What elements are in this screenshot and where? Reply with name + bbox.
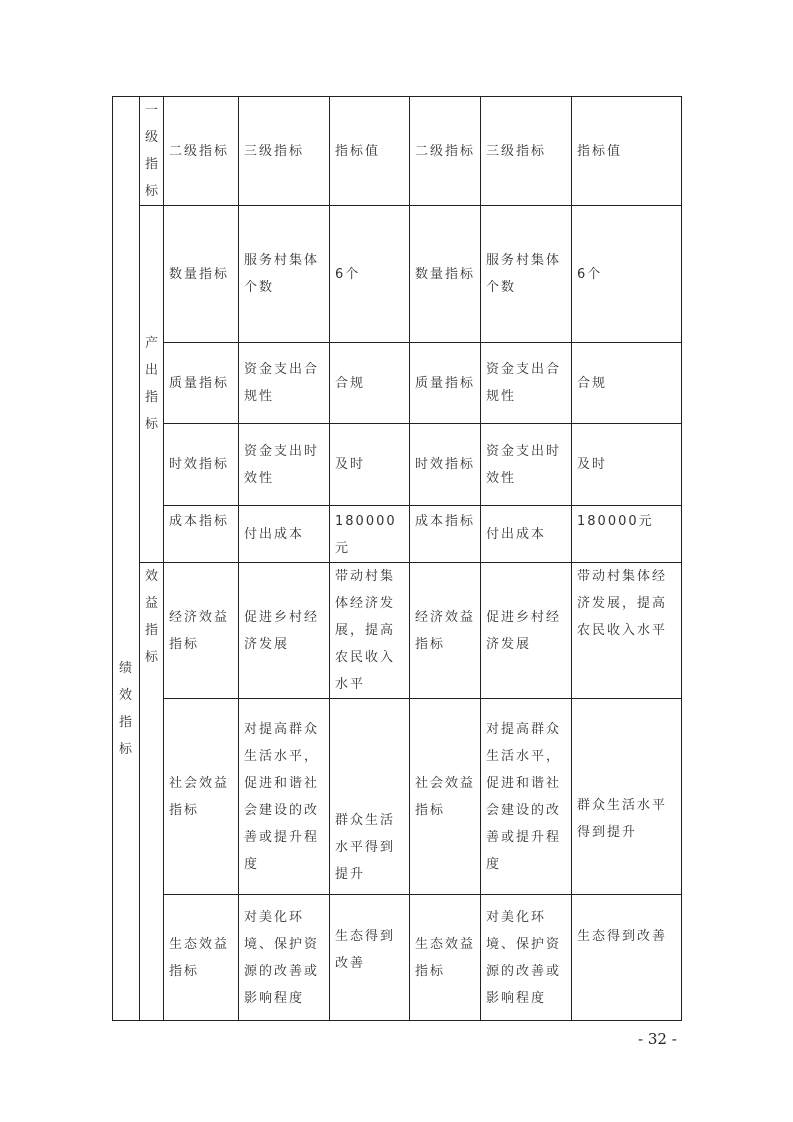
page-number: - 32 - [638, 1030, 677, 1048]
table-cell: 促进乡村经济发展 [481, 563, 572, 699]
table-cell: 生态得到改善 [330, 895, 410, 1021]
group-label-cell [140, 206, 164, 563]
header-level3-left: 三级指标 [239, 97, 330, 206]
table-row [113, 563, 682, 699]
table-cell: 对美化环境、保护资源的改善或影响程度 [239, 895, 330, 1021]
table-cell: 成本指标 [164, 506, 239, 563]
table-cell: 6个 [572, 206, 682, 343]
table-cell: 成本指标 [410, 506, 481, 563]
table-cell: 180000元 [330, 506, 410, 563]
table-row [113, 206, 682, 343]
table-cell: 资金支出合规性 [481, 343, 572, 424]
table-cell: 经济效益指标 [164, 563, 239, 699]
table-cell: 合规 [330, 343, 410, 424]
table-cell: 带动村集体经济发展，提高农民收入水平 [572, 563, 682, 699]
table-cell: 对提高群众生活水平，促进和谐社会建设的改善或提升程度 [481, 699, 572, 895]
group-label-benefit: 效益指标 [145, 569, 161, 665]
side-label-cell [113, 97, 140, 1021]
table-cell: 时效指标 [410, 424, 481, 506]
table-cell: 经济效益指标 [410, 563, 481, 699]
table-cell: 社会效益指标 [410, 699, 481, 895]
table-row [113, 343, 682, 424]
header-row [113, 97, 682, 206]
table-cell: 对美化环境、保护资源的改善或影响程度 [481, 895, 572, 1021]
header-value-right: 指标值 [572, 97, 682, 206]
table-cell: 群众生活水平得到提升 [572, 699, 682, 895]
table-row [113, 506, 682, 563]
table-cell: 付出成本 [239, 506, 330, 563]
group-label-cell [140, 563, 164, 1021]
table-cell: 时效指标 [164, 424, 239, 506]
table-cell: 促进乡村经济发展 [239, 563, 330, 699]
level1-header: 一级指标 [145, 103, 161, 199]
table-cell: 生态得到改善 [572, 895, 682, 1021]
table-cell: 付出成本 [481, 506, 572, 563]
table-cell: 资金支出合规性 [239, 343, 330, 424]
side-label: 绩效指标 [119, 660, 135, 757]
table-row [113, 699, 682, 895]
table-cell: 服务村集体个数 [481, 206, 572, 343]
table-cell: 带动村集体经济发展，提高农民收入水平 [330, 563, 410, 699]
level1-header-cell [140, 97, 164, 206]
table-cell: 及时 [572, 424, 682, 506]
table-cell: 数量指标 [164, 206, 239, 343]
header-level2-left: 二级指标 [164, 97, 239, 206]
table-cell: 质量指标 [410, 343, 481, 424]
table-cell: 及时 [330, 424, 410, 506]
table-cell: 群众生活水平得到提升 [330, 699, 410, 895]
table-cell: 6个 [330, 206, 410, 343]
table-cell: 质量指标 [164, 343, 239, 424]
table-cell: 服务村集体个数 [239, 206, 330, 343]
table-cell: 生态效益指标 [410, 895, 481, 1021]
header-value-left: 指标值 [330, 97, 410, 206]
header-level3-right: 三级指标 [481, 97, 572, 206]
table-cell: 对提高群众生活水平，促进和谐社会建设的改善或提升程度 [239, 699, 330, 895]
header-level2-right: 二级指标 [410, 97, 481, 206]
table-row [113, 424, 682, 506]
table-cell: 生态效益指标 [164, 895, 239, 1021]
group-label-output: 产出指标 [145, 336, 161, 432]
table-cell: 资金支出时效性 [239, 424, 330, 506]
table-cell: 合规 [572, 343, 682, 424]
table-row [113, 895, 682, 1021]
table-cell: 180000元 [572, 506, 682, 563]
table-cell: 社会效益指标 [164, 699, 239, 895]
table-cell: 数量指标 [410, 206, 481, 343]
table-cell: 资金支出时效性 [481, 424, 572, 506]
performance-indicator-table [112, 96, 682, 1021]
